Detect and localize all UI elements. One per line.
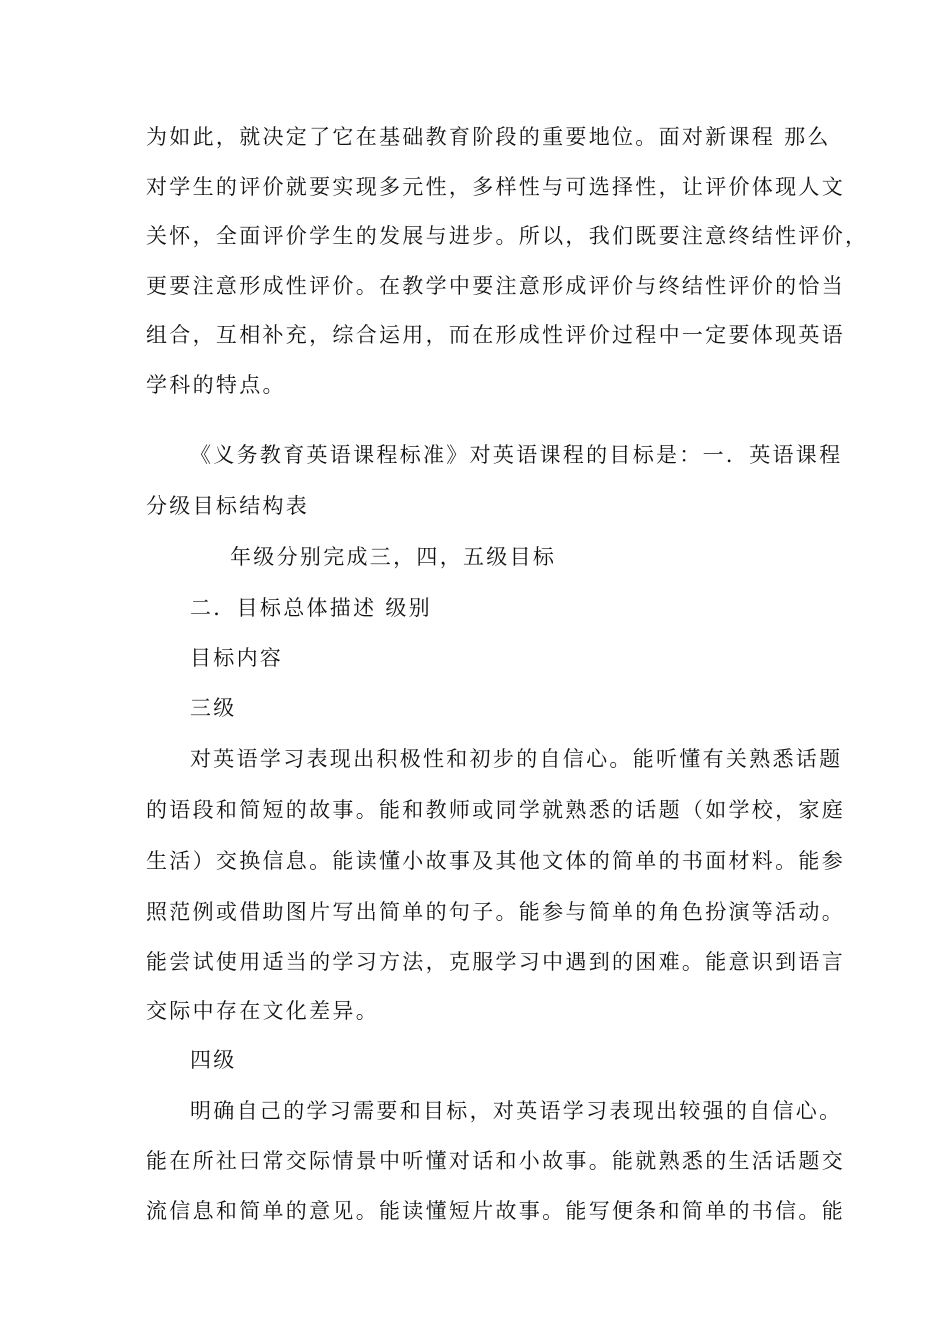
text-line: 关怀，全面评价学生的发展与进步。所以，我们既要注意终结性评价， xyxy=(146,224,869,248)
text-line: 能在所社曰常交际情景中听懂对话和小故事。能就熟悉的生活话题交 xyxy=(146,1149,845,1173)
text-line: 能尝试使用适当的学习方法，克服学习中遇到的困难。能意识到语言 xyxy=(146,950,845,974)
grade-levels-line: 年级分别完成三，四，五级目标 xyxy=(230,545,557,569)
text-line: 更要注意形成性评价。在教学中要注意形成评价与终结性评价的恰当 xyxy=(146,274,845,298)
text-line: 组合，互相补充，综合运用，而在形成性评价过程中一定要体现英语 xyxy=(146,323,845,347)
text-line: 为如此，就决定了它在基础教育阶段的重要地位。面对新课程 那么 xyxy=(146,125,831,149)
text-line: 照范例或借助图片写出简单的句子。能参与简单的角色扮演等活动。 xyxy=(146,900,845,924)
text-line: 对学生的评价就要实现多元性，多样性与可选择性，让评价体现人文 xyxy=(146,175,845,199)
section-heading: 二．目标总体描述 级别 xyxy=(190,596,432,620)
level-label: 三级 xyxy=(190,696,237,720)
text-line: 学科的特点。 xyxy=(146,373,286,397)
text-line: 生活）交换信息。能读懂小故事及其他文体的简单的书面材料。能参 xyxy=(146,849,845,873)
text-line: 分级目标结构表 xyxy=(146,494,310,518)
text-line: 对英语学习表现出积极性和初步的自信心。能听懂有关熟悉话题 xyxy=(190,747,843,771)
text-line: 明确自己的学习需要和目标，对英语学习表现出较强的自信心。 xyxy=(190,1099,843,1123)
text-line: 的语段和简短的故事。能和教师或同学就熟悉的话题（如学校，家庭 xyxy=(146,798,845,822)
text-line: 流信息和简单的意见。能读懂短片故事。能写便条和简单的书信。能 xyxy=(146,1199,845,1223)
content-label: 目标内容 xyxy=(190,646,284,670)
text-line: 交际中存在文化差异。 xyxy=(146,999,379,1023)
text-line: 《义务教育英语课程标准》对英语课程的目标是：一．英语课程 xyxy=(190,443,843,467)
level-label: 四级 xyxy=(190,1048,237,1072)
